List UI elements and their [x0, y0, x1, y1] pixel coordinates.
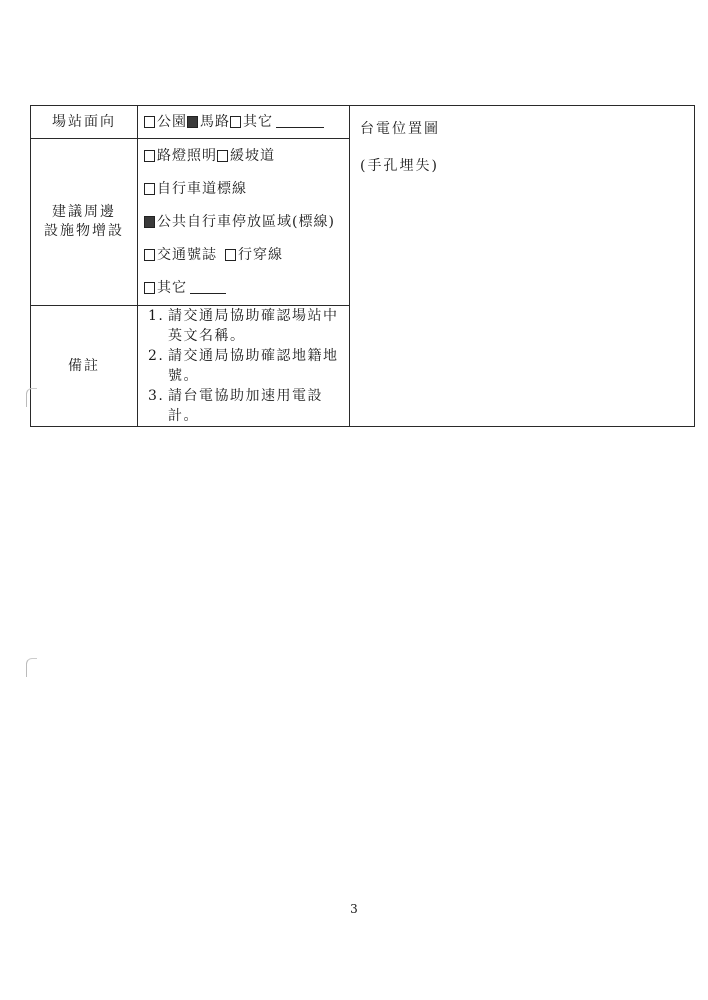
blank-line: [276, 126, 324, 128]
page-number: 3: [350, 902, 358, 916]
option-crosswalk-label: 行穿線: [238, 246, 283, 263]
option-road-label: 馬路: [200, 113, 230, 130]
checkbox-bike-lane-marking[interactable]: [144, 183, 155, 195]
note-item: [148, 306, 349, 346]
checkbox-ramp[interactable]: [217, 150, 228, 162]
scan-artifact: [26, 658, 37, 677]
checkbox-other-facing[interactable]: [230, 116, 241, 128]
option-other-facing-label: 其它: [243, 113, 273, 130]
note-number: 1.: [148, 308, 165, 324]
option-park-label: 公園: [157, 113, 187, 130]
checkbox-bike-parking-area[interactable]: [144, 216, 155, 228]
power-location-title: 台電位置圖: [360, 121, 440, 137]
checkbox-park[interactable]: [144, 116, 155, 128]
notes-list: [144, 306, 349, 426]
blank-line: [190, 292, 226, 294]
option-other-facility-label: 其它: [157, 279, 187, 296]
option-street-lighting-label: 路燈照明: [157, 147, 217, 164]
facing-options: [138, 106, 350, 139]
option-bike-lane-marking-label: 自行車道標線: [157, 180, 247, 197]
checkbox-road[interactable]: [187, 116, 198, 128]
power-location-cell: [350, 106, 695, 427]
facility-label: [31, 139, 138, 306]
notes-cell: [138, 306, 350, 427]
option-traffic-signal-label: 交通號誌: [157, 246, 217, 263]
option-bike-parking-area-label: 公共自行車停放區域(標線): [157, 213, 335, 230]
checkbox-traffic-signal[interactable]: [144, 249, 155, 261]
facing-label: 場站面向: [31, 106, 138, 139]
notes-label: 備註: [31, 306, 138, 427]
note-number: 2.: [148, 348, 165, 364]
facing-row: [31, 106, 695, 139]
power-location-subtitle: (手孔埋失): [360, 157, 439, 174]
note-item: [148, 386, 349, 426]
option-ramp-label: 緩坡道: [230, 147, 275, 164]
note-text: 請交通局協助確認場站中 英文名稱。: [168, 308, 339, 344]
scan-artifact: [26, 388, 37, 407]
facility-label-line2: 設施物增設: [44, 223, 124, 239]
station-form-table: [30, 105, 695, 427]
checkbox-crosswalk[interactable]: [225, 249, 236, 261]
note-text: 請交通局協助確認地籍地 號。: [168, 348, 339, 384]
facility-label-line1: 建議周邊: [52, 204, 116, 221]
checkbox-street-lighting[interactable]: [144, 150, 155, 162]
note-text: 請台電協助加速用電設計。: [168, 388, 323, 424]
facility-options: [138, 139, 350, 306]
note-number: 3.: [148, 388, 165, 404]
checkbox-other-facility[interactable]: [144, 282, 155, 294]
note-item: [148, 346, 349, 386]
